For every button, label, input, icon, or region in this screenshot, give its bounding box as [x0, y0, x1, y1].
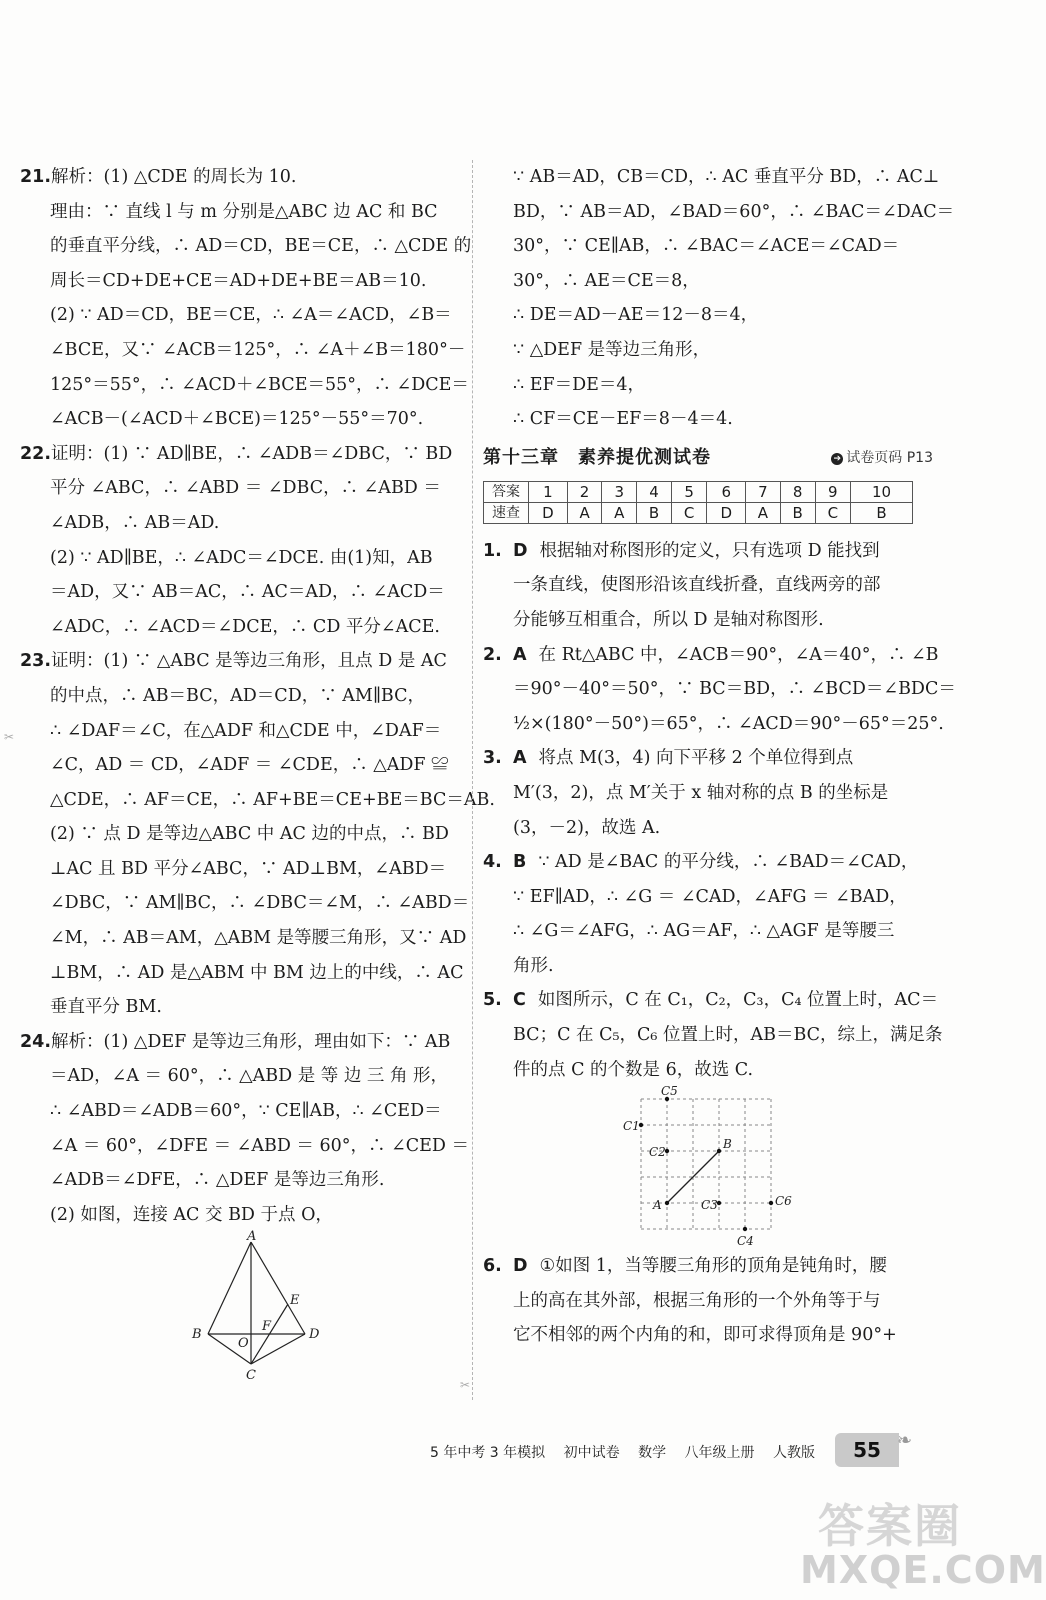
- text-line: 将点 M(3，4) 向下平移 2 个单位得到点: [538, 748, 854, 769]
- text-line: 在 Rt△ABC 中，∠ACB＝90°，∠A＝40°，∴ ∠B: [538, 644, 939, 665]
- label-C2: C2: [649, 1145, 666, 1160]
- text-line: 周长＝CD+DE+CE＝AD+DE+BE＝AB＝10.: [50, 270, 427, 291]
- text-line: ∴ CF＝CE－EF＝8－4＝4.: [513, 409, 733, 430]
- text-line: ＝90°－40°＝50°，∵ BC＝BD，∴ ∠BCD＝∠BDC＝: [513, 679, 956, 700]
- leaf-decoration-icon: ❧: [897, 1430, 913, 1451]
- right-column: [483, 160, 956, 1353]
- watermark-url: MXQE.COM: [800, 1548, 1046, 1592]
- label-A: A: [653, 1198, 662, 1213]
- table-cell: 6: [707, 481, 746, 502]
- table-cell: A: [746, 502, 781, 523]
- question-24: [20, 1025, 469, 1393]
- question-number: 24.: [20, 1031, 52, 1052]
- text-line: ⊥BM，∴ AD 是△ABM 中 BM 边上的中线，∴ AC: [50, 962, 464, 983]
- text-line: ∴ ∠DAF＝∠C，在△ADF 和△CDE 中，∠DAF＝: [50, 720, 442, 741]
- text-line: ∠ADC，∴ ∠ACD＝∠DCE，∴ CD 平分∠ACE.: [50, 616, 440, 637]
- table-cell: C: [815, 502, 850, 523]
- chapter-header: [483, 441, 933, 477]
- label-E: E: [290, 1293, 300, 1309]
- column-divider: [472, 160, 473, 1400]
- question-number: 22.: [20, 443, 52, 464]
- table-cell: D: [529, 502, 568, 523]
- binding-mark-icon: ✂: [4, 730, 15, 744]
- table-cell: B: [780, 502, 815, 523]
- text-line: ∠ADB＝∠DFE，∴ △DEF 是等边三角形.: [50, 1170, 385, 1191]
- question-number: 5.: [483, 990, 502, 1011]
- text-line: 分能够互相重合，所以 D 是轴对称图形.: [513, 609, 824, 630]
- text-line: ∠ADB，∴ AB＝AD.: [50, 512, 220, 533]
- text-line: ＝AD，又∵ AB＝AC，∴ AC＝AD，∴ ∠ACD＝: [50, 582, 445, 603]
- question-number: 23.: [20, 651, 52, 672]
- question-21: [20, 160, 472, 437]
- binding-mark-icon: ✂: [460, 1378, 471, 1392]
- text-line: 的中点，∴ AB＝BC，AD＝CD，∵ AM∥BC，: [50, 685, 426, 706]
- label-D: D: [309, 1327, 320, 1343]
- left-column: [20, 160, 495, 1392]
- answer-letter: B: [513, 852, 527, 873]
- text-line: 30°，∴ AE＝CE＝8，: [513, 270, 700, 291]
- table-header-answer: 答案: [484, 481, 529, 502]
- text-line: 一条直线，使图形沿该直线折叠，直线两旁的部: [513, 575, 881, 596]
- text-line: ∴ ∠G＝∠AFG，∴ AG＝AF，∴ △AGF 是等腰三: [513, 921, 895, 942]
- footer-series: 5 年中考 3 年模拟: [430, 1445, 546, 1461]
- table-cell: D: [707, 502, 746, 523]
- text-line: 解析：(1) △CDE 的周长为 10.: [51, 167, 297, 187]
- page-reference-text: 试卷页码 P13: [846, 450, 933, 467]
- table-cell: 2: [567, 481, 602, 502]
- text-line: ∠A ＝ 60°，∠DFE ＝ ∠ABD ＝ 60°，∴ ∠CED ＝: [50, 1135, 469, 1156]
- text-line: 上的高在其外部，根据三角形的一个外角等于与: [513, 1290, 881, 1311]
- text-line: 证明：(1) ∵ △ABC 是等边三角形，且点 D 是 AC: [51, 651, 447, 672]
- watermark: [800, 1490, 1046, 1600]
- text-line: 125°＝55°，∴ ∠ACD＋∠BCE＝55°，∴ ∠DCE＝: [50, 374, 469, 395]
- question-number: 2.: [483, 644, 502, 665]
- text-line: 垂直平分 BM.: [50, 997, 162, 1018]
- answer-4: [483, 845, 933, 983]
- text-line: 的垂直平分线，∴ AD＝CD，BE＝CE，∴ △CDE 的: [50, 236, 472, 257]
- table-cell: 7: [746, 481, 781, 502]
- text-line: ½×(180°－50°)＝65°，∴ ∠ACD＝90°－65°＝25°.: [513, 713, 944, 734]
- question-number: 1.: [483, 540, 502, 561]
- text-line: 30°，∵ CE∥AB，∴ ∠BAC＝∠ACE＝∠CAD＝: [513, 236, 900, 257]
- label-B: B: [723, 1137, 732, 1152]
- answer-2: [483, 638, 956, 742]
- grid-diagram: [483, 1084, 933, 1249]
- table-cell: B: [851, 502, 913, 523]
- text-line: ∴ EF＝DE＝4，: [513, 374, 646, 395]
- text-line: ∵ AB＝AD，CB＝CD，∴ AC 垂直平分 BD，∴ AC⊥: [513, 167, 940, 187]
- answer-letter: A: [513, 748, 527, 769]
- table-cell: 4: [637, 481, 672, 502]
- table-cell: A: [602, 502, 637, 523]
- table-cell: 8: [780, 481, 815, 502]
- footer-grade: 八年级上册: [684, 1445, 755, 1461]
- label-C: C: [246, 1368, 256, 1384]
- label-A: A: [247, 1229, 257, 1245]
- page-number: 55: [835, 1433, 899, 1467]
- text-line: (2) 如图，连接 AC 交 BD 于点 O，: [50, 1204, 333, 1225]
- text-line: (3，－2)，故选 A.: [513, 817, 661, 838]
- table-header-check: 速查: [484, 502, 529, 523]
- text-line: ∴ DE＝AD－AE＝12－8＝4，: [513, 305, 759, 326]
- label-F: F: [262, 1319, 272, 1335]
- text-line: ∵ EF∥AD，∴ ∠G ＝ ∠CAD，∠AFG ＝ ∠BAD，: [513, 886, 907, 907]
- answer-1: [483, 534, 933, 638]
- table-cell: 9: [815, 481, 850, 502]
- label-C1: C1: [623, 1119, 640, 1134]
- text-line: 它不相邻的两个内角的和，即可求得顶角是 90°+: [513, 1325, 897, 1346]
- grid-figure: [483, 1084, 933, 1249]
- watermark-logo: 答案圈: [818, 1499, 962, 1553]
- answer-3: [483, 741, 933, 845]
- label-C6: C6: [775, 1194, 792, 1209]
- text-line: BC；C 在 C₅，C₆ 位置上时，AB＝BC，综上，满足条: [513, 1025, 943, 1046]
- text-line: M′(3，2)，点 M′关于 x 轴对称的点 B 的坐标是: [513, 782, 889, 803]
- table-cell: 1: [529, 481, 568, 502]
- q24-continued: [483, 160, 955, 437]
- answer-letter: A: [513, 644, 527, 665]
- kite-diagram: [20, 1229, 460, 1392]
- answer-table: [483, 481, 913, 524]
- kite-figure: [20, 1229, 466, 1392]
- text-line: (2) ∵ 点 D 是等边△ABC 中 AC 边的中点，∴ BD: [50, 824, 449, 845]
- question-number: 6.: [483, 1256, 502, 1277]
- text-line: 如图所示，C 在 C₁，C₂，C₃，C₄ 位置上时，AC＝: [537, 990, 939, 1011]
- text-line: ＝AD，∠A ＝ 60°，∴ △ABD 是 等 边 三 角 形，: [50, 1066, 449, 1087]
- arrow-right-icon: ➔: [831, 453, 843, 465]
- text-line: ⊥AC 且 BD 平分∠ABC，∵ AD⊥BM，∠ABD＝: [50, 858, 447, 879]
- answer-6: [483, 1249, 933, 1353]
- text-line: BD，∵ AB＝AD，∠BAD＝60°，∴ ∠BAC＝∠DAC＝: [513, 201, 955, 222]
- text-line: ∠C，AD ＝ CD，∠ADF ＝ ∠CDE，∴ △ADF ≌: [50, 755, 449, 776]
- text-line: 解析：(1) △DEF 是等边三角形，理由如下：∵ AB: [51, 1031, 451, 1052]
- label-C3: C3: [701, 1198, 718, 1213]
- text-line: 角形.: [513, 955, 554, 976]
- table-cell: B: [637, 502, 672, 523]
- page-reference: [831, 441, 933, 476]
- footer-edition: 人教版: [772, 1445, 815, 1461]
- text-line: ∠ACB－(∠ACD＋∠BCE)＝125°－55°＝70°.: [50, 409, 424, 430]
- text-line: ∴ ∠ABD＝∠ADB＝60°，∵ CE∥AB，∴ ∠CED＝: [50, 1101, 442, 1122]
- text-line: 证明：(1) ∵ AD∥BE，∴ ∠ADB＝∠DBC，∵ BD: [51, 443, 453, 464]
- text-line: ∵ AD 是∠BAC 的平分线，∴ ∠BAD＝∠CAD，: [538, 852, 919, 873]
- text-line: 件的点 C 的个数是 6，故选 C.: [513, 1059, 754, 1080]
- table-cell: 5: [671, 481, 706, 502]
- table-cell: C: [671, 502, 706, 523]
- table-cell: 3: [602, 481, 637, 502]
- footer-subject: 数学: [638, 1445, 667, 1461]
- table-cell: A: [567, 502, 602, 523]
- text-line: ∵ △DEF 是等边三角形，: [513, 339, 711, 360]
- question-number: 4.: [483, 852, 502, 873]
- answer-5: [483, 983, 943, 1249]
- answer-letter: D: [513, 1256, 528, 1277]
- answer-letter: C: [513, 990, 526, 1011]
- label-C4: C4: [737, 1234, 754, 1249]
- question-number: 21.: [20, 167, 52, 187]
- footer-type: 初中试卷: [563, 1445, 620, 1461]
- text-line: (2) ∵ AD∥BE，∴ ∠ADC＝∠DCE. 由(1)知，AB: [50, 547, 433, 568]
- text-line: 平分 ∠ABC，∴ ∠ABD ＝ ∠DBC，∴ ∠ABD ＝: [50, 478, 441, 499]
- label-B: B: [192, 1327, 202, 1343]
- text-line: ∠DBC，∵ AM∥BC，∴ ∠DBC＝∠M，∴ ∠ABD＝: [50, 893, 470, 914]
- chapter-title: 第十三章 素养提优测试卷: [483, 447, 711, 469]
- question-22: [20, 437, 466, 645]
- text-line: 根据轴对称图形的定义，只有选项 D 能找到: [539, 540, 880, 561]
- label-O: O: [238, 1336, 249, 1352]
- question-number: 3.: [483, 748, 502, 769]
- text-line: ①如图 1，当等腰三角形的顶角是钝角时，腰: [539, 1256, 887, 1277]
- text-line: (2) ∵ AD＝CD，BE＝CE，∴ ∠A＝∠ACD，∠B＝: [50, 305, 452, 326]
- question-23: [20, 644, 495, 1025]
- answer-letter: D: [513, 540, 528, 561]
- text-line: ∠M，∴ AB＝AM，△ABM 是等腰三角形，又∵ AD: [50, 928, 467, 949]
- text-line: ∠BCE，又∵ ∠ACB＝125°，∴ ∠A＋∠B＝180°－: [50, 339, 466, 360]
- label-C5: C5: [661, 1084, 678, 1099]
- table-cell: 10: [851, 481, 913, 502]
- text-line: △CDE，∴ AF＝CE，∴ AF+BE＝CE+BE＝BC＝AB.: [50, 789, 495, 810]
- text-line: 理由：∵ 直线 l 与 m 分别是△ABC 边 AC 和 BC: [50, 201, 438, 222]
